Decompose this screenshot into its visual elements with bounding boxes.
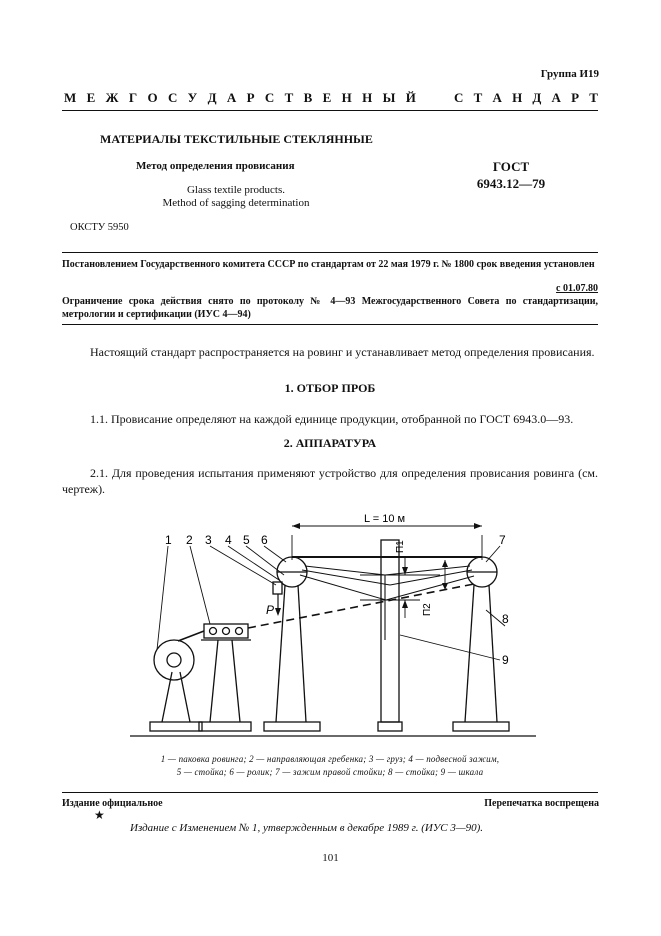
banner-interstate-letter: Е <box>86 90 96 105</box>
guide-comb <box>204 624 248 638</box>
decree-text: Постановлением Государственного комитета СССР по стандартам от 22 мая 1979 г. № 1800 срок введения установлен <box>62 259 595 270</box>
callout-9: 9 <box>502 653 509 667</box>
english-title-line2: Method of sagging determination <box>162 197 310 209</box>
gost-number: 6943.12—79 <box>476 176 546 191</box>
figure-caption-line2: 5 — стойка; 6 — ролик; 7 — зажим правой стойки; 8 — стойка; 9 — шкала <box>176 767 484 777</box>
figure-caption-line1: 1 — паковка ровинга; 2 — направляющая гребенка; 3 — груз; 4 — подвесной зажим, <box>160 754 500 764</box>
banner-interstate-letter: О <box>147 90 158 105</box>
group-code: Группа И19 <box>540 68 599 80</box>
banner-interstate-letter: С <box>264 90 275 105</box>
banner-interstate-letter: У <box>187 90 198 105</box>
effective-date: с 01.07.80 <box>556 283 598 294</box>
page-number: 101 <box>322 852 339 864</box>
banner-standard-letter: Т <box>589 90 598 105</box>
gost-label: ГОСТ <box>492 159 530 174</box>
section-2-paragraph: 2.1. Для проведения испытания применяют устройство для определения провисания ровинга (см. чертеж). <box>62 466 598 496</box>
banner-interstate-letter: Т <box>284 90 294 105</box>
intro-paragraph: Настоящий стандарт распространяется на ровинг и устанавливает метод определения провисания. <box>90 345 595 359</box>
banner-interstate-letter: А <box>226 90 237 105</box>
right-stand <box>453 557 509 731</box>
banner-standard-letter: А <box>492 90 502 105</box>
section-2-heading: 2. АППАРАТУРА <box>283 436 377 450</box>
banner-interstate-letter: М <box>64 90 77 105</box>
length-label: L = 10 м <box>364 513 406 525</box>
banner-interstate-letter: Ы <box>382 90 396 105</box>
banner-interstate-letter: В <box>303 90 313 105</box>
method-title: Метод определения провисания <box>136 160 295 172</box>
callout-7: 7 <box>499 533 506 547</box>
callout-3: 3 <box>205 533 212 547</box>
banner-standard-letter: Д <box>532 90 542 105</box>
banner-standard-letter: Н <box>512 90 523 105</box>
amendment-note: Издание с Изменением № 1, утвержденным в декабре 1989 г. (ИУС 3—90). <box>130 822 484 834</box>
banner-interstate-letter: Н <box>341 90 352 105</box>
banner-interstate-letter: Н <box>362 90 373 105</box>
comb-stand <box>199 624 251 731</box>
package-stand <box>150 640 202 731</box>
load-label: P <box>266 603 275 617</box>
section-1-heading: 1. ОТБОР ПРОБ <box>284 381 376 395</box>
banner-interstate-letter: С <box>167 90 178 105</box>
banner-standard-letter: А <box>551 90 561 105</box>
banner-interstate-letter: Г <box>128 90 138 105</box>
reprint-prohibited: Перепечатка воспрещена <box>484 798 599 809</box>
leader-lines <box>157 546 505 660</box>
banner-standard-letter: С <box>454 90 464 105</box>
banner-standard-letter: Р <box>571 90 580 105</box>
callout-2: 2 <box>186 533 193 547</box>
scale <box>378 540 402 731</box>
roving-package <box>154 640 194 680</box>
callout-4: 4 <box>225 533 232 547</box>
banner-interstate-letter: Й <box>405 90 416 105</box>
limit-removal-text: Ограничение срока действия снято по протоколу № 4—93 Межгосударственного Совета по стандартизации, метрологии и сертификации (ИУС 4—94) <box>62 296 598 320</box>
section-1-paragraph: 1.1. Провисание определяют на каждой единице продукции, отобранной по ГОСТ 6943.0—93. <box>90 412 574 426</box>
banner-interstate-letter: Е <box>322 90 332 105</box>
banner-interstate-letter: Ж <box>105 90 119 105</box>
callout-6: 6 <box>261 533 268 547</box>
sag-1-label: П1 <box>395 540 406 553</box>
callout-5: 5 <box>243 533 250 547</box>
callout-8: 8 <box>502 612 509 626</box>
banner-standard-letter: Т <box>473 90 483 105</box>
figure-caption <box>130 753 530 779</box>
footer-rule <box>62 792 598 793</box>
callout-1: 1 <box>165 533 172 547</box>
okstu-code: ОКСТУ 5950 <box>70 222 129 233</box>
banner-interstate-letter: Р <box>246 90 255 105</box>
document-title: МАТЕРИАЛЫ ТЕКСТИЛЬНЫЕ СТЕКЛЯННЫЕ <box>100 132 373 146</box>
official-edition: Издание официальное <box>62 798 163 809</box>
sag-2-label: П2 <box>422 603 433 616</box>
english-title-line1: Glass textile products. <box>186 184 286 196</box>
banner-interstate-letter: Д <box>207 90 217 105</box>
star-icon: ★ <box>94 808 105 822</box>
